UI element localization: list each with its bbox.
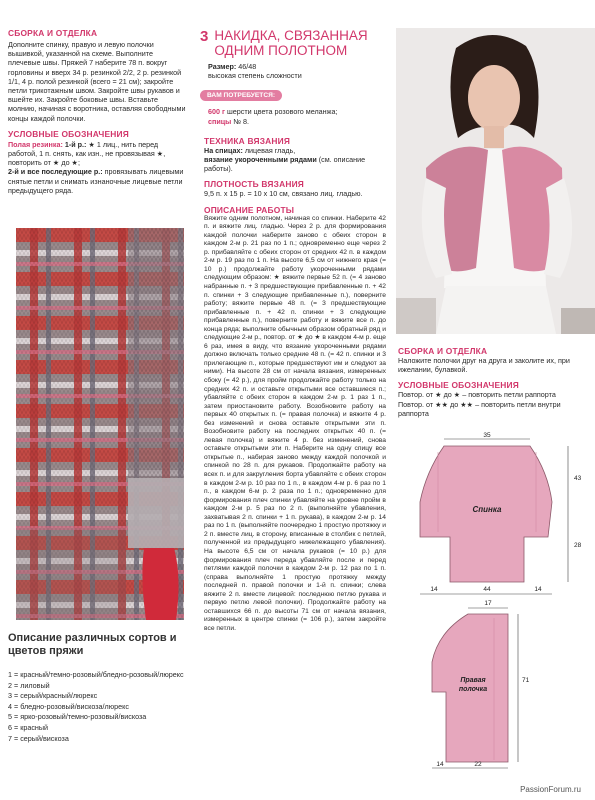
dim-44: 44 (483, 586, 491, 593)
yarn-item-7: 7 = серый/вискоза (8, 733, 69, 743)
title-number: 3 (200, 28, 209, 45)
size-line (200, 62, 386, 71)
need-needles (200, 117, 386, 126)
density-heading: ПЛОТНОСТЬ ВЯЗАНИЯ (204, 179, 305, 190)
need-pill: ВАМ ПОТРЕБУЕТСЯ: (200, 90, 282, 101)
dim-17: 17 (484, 600, 492, 607)
density-text: 9,5 п. х 15 р. = 10 х 10 см, связано лиц. гладью. (204, 189, 363, 199)
need-yarn (200, 107, 386, 116)
tech-1-text: лицевая гладь, (244, 145, 296, 155)
dim-71: 71 (522, 677, 530, 684)
right-assembly-text: Наложите полочки друг на друга и заколите их, при ижелании, булавкой. (398, 356, 570, 375)
middle-column (200, 28, 386, 633)
desc-text: Вяжите одним полотном, начиная со спинки. Наберите 42 п. и вяжите лиц. гладью. Через 2 р. для формирования каждой полочки наберите заново с обеих сторон в каждом 2-м р. 21 раз по 1 п.; одновременно еще через 2 р. прибавляйте с обеих сторон от средних 42 п. в каждом 2-м р. 19 раз по 1 п. На высоте 6,5 см от нижнего края (= 10 р.) продолжайте работу укороченными рядами следующим образом: ★ вяжите первые 52 п. (= 4 заново набранные п. + 3 предшествующие прибавленные п. + 42 п. спинки + 3 следующие прибавленные п.), поверните работу; вяжите первые 48 п. (= 3 предшествующие прибавленные п. + 42 п. спинки + 3 следующие прибавленные п.), поверните работу и вяжите все п. до конца ряда; выполните обычным образом обратный ряд и следующие 2-м р., повтор. от ★ до ★ в каждом 4-м р. еще 6 раз, имея в виду, что вязание укороченными рядами должно включать только средние 48 п. (= 42 п. спинки и 3 прилегающие п., которые предшествуют им и следуют за ними). На высоте 28 см от начала вязания, измеренных сбоку (= 42 р.), для пройм продолжайте работу только на средних 42 п. и оставьте открытыми все оставшиеся п.; убавляйте с обеих сторон в каждом 2-м р. 1 раз 1 п., затем приостановите работу. Возобновите работу на первых 40 открытых п. (= правая полочка) и вяжите 4 р. без изменений и снова оставьте открытыми эти п. Возобновите работу на последних открытых 40 п. (= левая полочка) и вяжите 4 р. без изменений, снова оставьте открытыми эти п. Наберите на одну спицу все открытые п., набирая заново между каждой полочкой и спинкой по 28 п. для рукавов. Продолжайте работу на всех п. и для закругления борта убавляйте с обеих сторон в каждом 2-м р. 10 раз по 1 п., в каждом 4-м р. 6 раз по 1 п., в каждом 6-м р. 2 раза по 1 п.; одновременно для формирования плеч спинки убавляйте на уровне пройм в каждом 2-м р. 5 раз по 2 п. (выполняйте убавления, захватывая 2 п. спинки + 1 п. рукава), в каждом 2-м р. 14 раз по 1 п. (выполняйте поочередно 1 простую протяжку и 2 п. вместе лиц. в сторону, вписанные в столбик с петлей, полученной из предыдущего нижележащего убавления). На высоте 6,5 см от начала рукавов (= 10 р.) для формирования плеч переда убавляйте после и перед петлями каждой полочки в каждом 2-м р. 12 раз по 1 п. (справа выполняйте 1 простую протяжку между последней п. правой полочки и 1-й п. спинки; слева вяжите 2 п. вместе лицевой: последнюю петлю рукава и первую петлю левой полочки). Продолжайте работу на оставшихся 66 п. до высоты 71 см от начала вязания, измеренных в центре спинки (= 106 р.), затем закройте все петли. (204, 214, 386, 632)
title-line-1: НАКИДКА, СВЯЗАННАЯ (214, 28, 368, 43)
right-legend-heading: УСЛОВНЫЕ ОБОЗНАЧЕНИЯ (398, 380, 519, 391)
tech-1 (200, 146, 386, 155)
knit-sweater-photo (16, 228, 184, 620)
pattern-schema (398, 432, 590, 772)
yarn-legend (8, 632, 188, 744)
yarn-title: Описание различных сортов и цветов пряжи (8, 632, 177, 657)
tech-1-label: На спицах: (204, 145, 243, 155)
legend-2-label: 2-й и все последующие р.: (8, 167, 103, 177)
title-line-2: ОДНИМ ПОЛОТНОМ (214, 43, 348, 58)
dim-28: 28 (574, 542, 582, 549)
dim-14-right: 14 (534, 586, 542, 593)
page-title (200, 28, 386, 58)
yarn-item-5: 5 = ярко-розовый/темно-розовый/вискоза (8, 712, 147, 722)
yarn-item-4: 4 = бледно-розовый/вискоза/люрекс (8, 701, 129, 711)
tech-2-text: (см. описание работы). (204, 155, 366, 174)
need-yarn-text: шерсти цвета розового меланжа; (226, 107, 338, 117)
size-label: Размер: (208, 62, 237, 71)
source-watermark: PassionForum.ru (520, 785, 581, 794)
legend-heading: УСЛОВНЫЕ ОБОЗНАЧЕНИЯ (8, 128, 129, 139)
left-column (8, 28, 186, 195)
right-legend-1: Повтор. от ★ до ★ – повторить петли раппорта (398, 390, 556, 400)
size-value: 46/48 (238, 62, 257, 71)
need-needles-label: спицы (208, 116, 232, 126)
front-label-1: Правая (460, 677, 486, 684)
legend-2-text: провязывать лицевыми снятые петли и снимать изнаночные лицевые петли предыдущего ряда. (8, 167, 184, 195)
dim-14-left: 14 (430, 586, 438, 593)
back-piece-shape (420, 446, 552, 582)
yarn-item-6: 6 = красный (8, 722, 49, 732)
assembly-heading: СБОРКА И ОТДЕЛКА (8, 28, 98, 38)
dim-35: 35 (483, 432, 491, 439)
right-column (398, 346, 590, 418)
yarn-items (8, 670, 188, 744)
model-photo (396, 28, 595, 334)
tech-2 (200, 155, 386, 173)
right-assembly-heading: СБОРКА И ОТДЕЛКА (398, 346, 488, 356)
difficulty: высокая степень сложности (208, 71, 302, 81)
assembly-text: Дополните спинку, правую и левую полочки вышивкой, указанной на схеме. Выполните плечевые швы. Пряжей 7 наберите 78 п. вокруг горловины и вверх 34 р. резинкой 2/2, 2 р. резинкой 1/1, 4 р. полой резинкой (всего = 21 см); закройте петли трикотажным швом. Закройте швы рукавов и вшейте их. Закройте боковые швы. Вставьте молнию, начиная с воротника, оставляя свободными концы каждой полочки. (8, 40, 186, 123)
legend-1-text: ★ 1 лиц., нить перед работой, 1 п. снять, как изн., не провязывая ★, повторить от ★ до ★; (8, 139, 166, 168)
dim-14-front: 14 (436, 761, 444, 768)
right-legend-2: Повтор. от ★★ до ★★ – повторить петли внутри раппорта (398, 399, 561, 418)
need-block (200, 84, 386, 102)
dim-22: 22 (474, 761, 482, 768)
legend-item-1 (8, 140, 186, 168)
need-needles-value: № 8. (233, 116, 250, 126)
yarn-item-2: 2 = лиловый (8, 680, 50, 690)
legend-1-label: Полая резинка: (8, 139, 63, 149)
tech-2-label: вязание укороченными рядами (204, 155, 317, 165)
legend-item-2 (8, 167, 186, 195)
dim-43: 43 (574, 475, 582, 482)
back-label: Спинка (472, 505, 502, 514)
yarn-item-1: 1 = красный/темно-розовый/бледно-розовый/люрекс (8, 670, 184, 679)
tech-heading: ТЕХНИКА ВЯЗАНИЯ (204, 135, 291, 146)
front-label-2: полочка (458, 686, 488, 693)
yarn-item-3: 3 = серый/красный/люрекс (8, 691, 98, 701)
need-yarn-num: 600 г (208, 107, 225, 117)
desc-heading: ОПИСАНИЕ РАБОТЫ (204, 204, 295, 215)
legend-1-row: 1-й р.: (64, 139, 87, 149)
